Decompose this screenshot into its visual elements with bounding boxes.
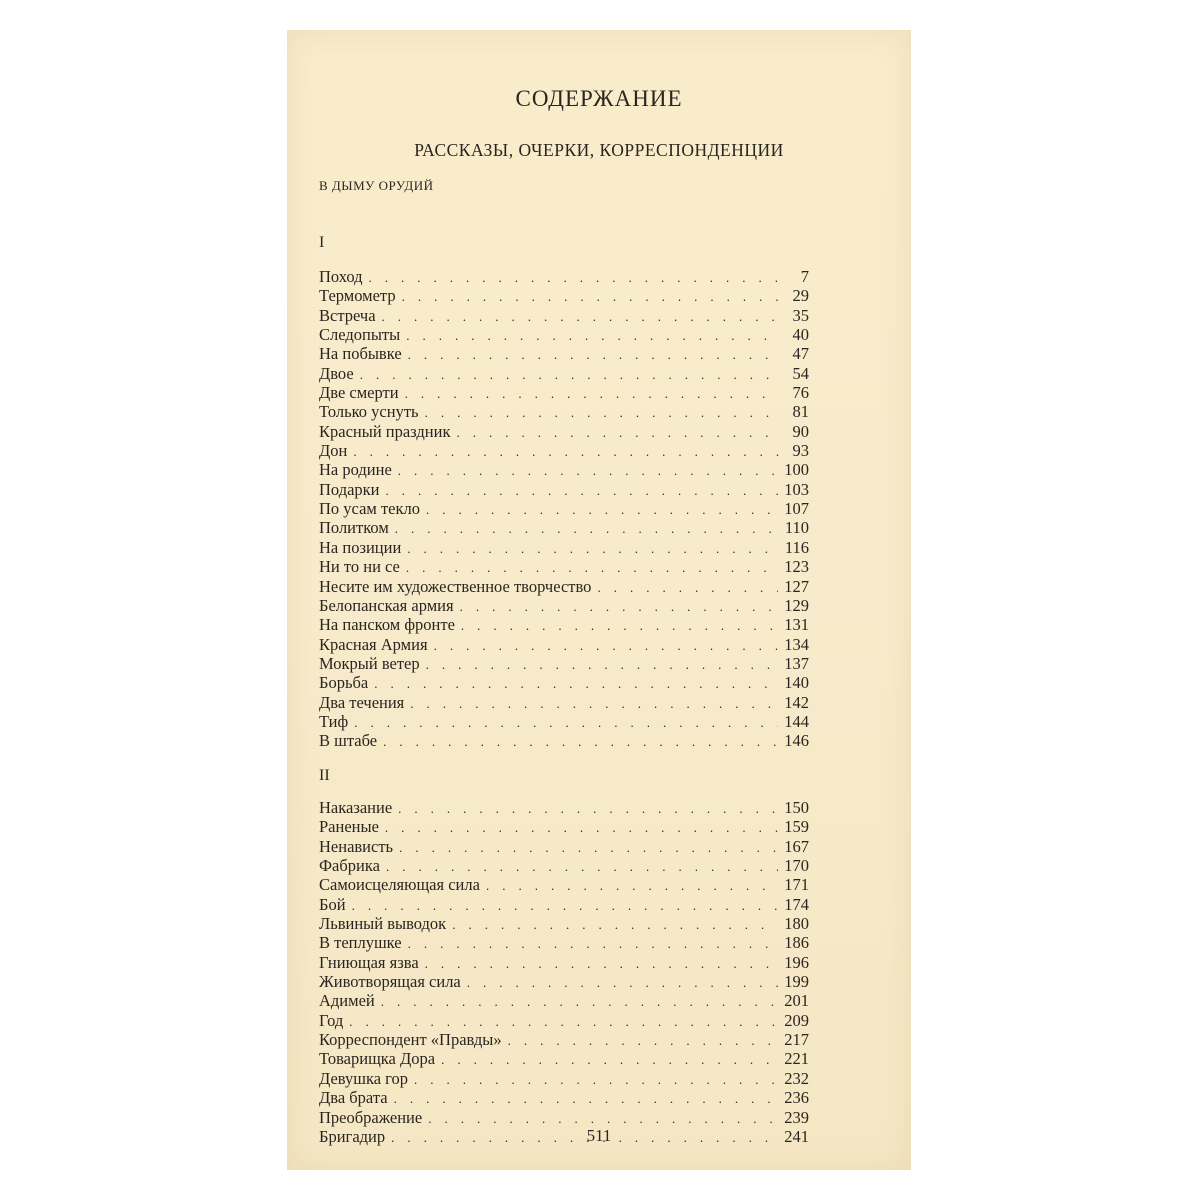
toc-leader-dots: [395, 519, 779, 537]
subsection-heading: В ДЫМУ ОРУДИЙ: [319, 178, 434, 193]
toc-leader-dots: [353, 442, 779, 460]
toc-entry: [319, 402, 809, 421]
toc-leader-dots: [398, 461, 778, 479]
toc-entry: [319, 1049, 809, 1068]
toc-entry-title: Львиный выводок: [319, 914, 447, 934]
toc-entry-title: Адимей: [319, 991, 375, 1011]
toc-entry-title: Красный праздник: [319, 421, 451, 441]
toc-entry: [319, 441, 809, 460]
toc-leader-dots: [425, 403, 779, 421]
page-title: СОДЕРЖАНИЕ: [515, 86, 683, 111]
toc-entry-page: 93: [792, 441, 809, 461]
toc-leader-dots: [402, 287, 779, 305]
toc-entry-title: Два брата: [319, 1088, 388, 1108]
toc-leader-dots: [349, 1012, 778, 1030]
part-label-2: II: [319, 767, 330, 784]
toc-entry-title: Мокрый ветер: [319, 653, 420, 673]
toc-entry-page: 167: [784, 836, 809, 856]
toc-entry-page: 232: [784, 1068, 809, 1088]
toc-entry-page: 76: [792, 383, 809, 403]
toc-entry-title: Бригадир: [319, 1126, 386, 1146]
toc-leader-dots: [398, 799, 778, 817]
toc-entry-page: 201: [784, 991, 809, 1011]
toc-leader-dots: [408, 934, 779, 952]
toc-entry-title: Два течения: [319, 692, 405, 712]
toc-entry-title: Ни то ни се: [319, 557, 400, 577]
toc-entry-page: 180: [784, 914, 809, 934]
toc-entry-page: 144: [784, 711, 809, 731]
toc-entry: [319, 557, 809, 576]
toc-entry-page: 7: [800, 267, 809, 286]
toc-entry-title: Белопанская армия: [319, 595, 454, 615]
toc-entry: [319, 422, 809, 441]
toc-entry-title: По усам текло: [319, 499, 420, 519]
toc-leader-dots: [467, 973, 778, 991]
toc-entry: [319, 460, 809, 479]
toc-entry: [319, 712, 809, 731]
toc-entry-page: 174: [784, 894, 809, 914]
toc-entry-title: Термометр: [319, 286, 396, 306]
section-heading: РАССКАЗЫ, ОЧЕРКИ, КОРРЕСПОНДЕНЦИИ: [414, 140, 784, 160]
toc-entry: [319, 325, 809, 344]
toc-leader-dots: [385, 818, 778, 836]
toc-entry-page: 29: [792, 286, 809, 306]
toc-entry-title: Гниющая язва: [319, 952, 419, 972]
toc-entry-page: 186: [784, 933, 809, 953]
toc-entry: [319, 693, 809, 712]
toc-entry-page: 170: [784, 856, 809, 876]
part-label-1: I: [319, 234, 325, 251]
toc-entry: [319, 972, 809, 991]
toc-entry: [319, 875, 809, 894]
toc-entry-title: Раненые: [319, 817, 379, 837]
toc-entry: [319, 1030, 809, 1049]
toc-entry-title: Двое: [319, 363, 354, 383]
toc-leader-dots: [352, 896, 779, 914]
toc-entry-page: 140: [784, 673, 809, 693]
toc-leader-dots: [426, 655, 779, 673]
toc-entry-page: 221: [784, 1049, 809, 1069]
toc-leader-dots: [406, 326, 779, 344]
toc-entry: [319, 344, 809, 363]
toc-entry-title: Встреча: [319, 305, 376, 325]
toc-entry-title: На побывке: [319, 344, 402, 364]
toc-entry: [319, 499, 809, 518]
toc-leader-dots: [410, 694, 778, 712]
toc-entry: [319, 817, 809, 836]
toc-entry-title: Преображение: [319, 1107, 423, 1127]
toc-entry-title: Год: [319, 1010, 344, 1030]
toc-entry-title: Товарищка Дора: [319, 1049, 436, 1069]
toc-leader-dots: [407, 539, 779, 557]
toc-entry-title: Девушка гор: [319, 1068, 409, 1088]
toc-leader-dots: [369, 268, 779, 286]
toc-entry: [319, 306, 809, 325]
toc-entry-title: Самоисцеляющая сила: [319, 875, 480, 895]
toc-entry-title: Наказание: [319, 798, 393, 817]
toc-entry-title: Две смерти: [319, 383, 399, 403]
toc-entry: [319, 654, 809, 673]
toc-leader-dots: [406, 558, 778, 576]
toc-leader-dots: [425, 954, 779, 972]
toc-leader-dots: [452, 915, 778, 933]
toc-entry-title: Несите им художественное творчество: [319, 576, 592, 596]
toc-leader-dots: [461, 616, 778, 634]
toc-entry-page: 171: [784, 875, 809, 895]
toc-entry: [319, 856, 809, 875]
toc-entry: [319, 1088, 809, 1107]
toc-entry-page: 129: [784, 595, 809, 615]
toc-entry-title: Корреспондент «Правды»: [319, 1030, 502, 1050]
toc-entry-title: Фабрика: [319, 856, 380, 876]
toc-entry-title: Поход: [319, 267, 363, 286]
toc-entry-page: 150: [784, 798, 809, 817]
toc-leader-dots: [508, 1031, 779, 1049]
toc-leader-dots: [456, 423, 779, 441]
toc-entry-title: В теплушке: [319, 933, 402, 953]
toc-entry: [319, 577, 809, 596]
toc-entry-page: 159: [784, 817, 809, 837]
toc-entry-page: 103: [784, 479, 809, 499]
toc-leader-dots: [386, 481, 779, 499]
toc-entry: [319, 731, 809, 750]
toc-entry-page: 239: [784, 1107, 809, 1127]
toc-entry-page: 196: [784, 952, 809, 972]
toc-list-part-1: [319, 267, 809, 751]
toc-entry: [319, 837, 809, 856]
toc-entry-title: В штабе: [319, 731, 378, 751]
toc-entry: [319, 1108, 809, 1127]
toc-entry-page: 110: [784, 518, 809, 538]
toc-leader-dots: [486, 876, 778, 894]
toc-entry: [319, 1069, 809, 1088]
toc-list-part-2: [319, 798, 809, 1146]
toc-leader-dots: [399, 838, 778, 856]
toc-leader-dots: [434, 636, 779, 654]
toc-entry-page: 54: [792, 363, 809, 383]
toc-entry: [319, 895, 809, 914]
toc-entry: [319, 798, 809, 817]
toc-entry: [319, 914, 809, 933]
toc-leader-dots: [597, 578, 778, 596]
toc-entry: [319, 538, 809, 557]
toc-leader-dots: [414, 1070, 778, 1088]
toc-leader-dots: [383, 732, 778, 750]
toc-leader-dots: [360, 365, 779, 383]
toc-entry-page: 131: [784, 615, 809, 635]
toc-entry-page: 40: [792, 325, 809, 345]
toc-entry: [319, 635, 809, 654]
toc-leader-dots: [405, 384, 779, 402]
toc-entry-page: 217: [784, 1030, 809, 1050]
toc-entry-title: Политком: [319, 518, 389, 538]
toc-leader-dots: [428, 1109, 778, 1127]
toc-entry: [319, 286, 809, 305]
toc-entry-page: 107: [784, 499, 809, 519]
toc-entry-title: На позиции: [319, 537, 402, 557]
toc-entry: [319, 1011, 809, 1030]
toc-entry: [319, 267, 809, 286]
toc-entry: [319, 480, 809, 499]
toc-entry-page: 116: [784, 537, 809, 557]
toc-entry-page: 35: [792, 305, 809, 325]
toc-entry-page: 199: [784, 972, 809, 992]
toc-leader-dots: [394, 1089, 779, 1107]
toc-leader-dots: [426, 500, 778, 518]
toc-entry: [319, 596, 809, 615]
toc-entry-title: Красная Армия: [319, 634, 428, 654]
toc-entry: [319, 933, 809, 952]
toc-entry-page: 81: [792, 402, 809, 422]
toc-entry-page: 236: [784, 1088, 809, 1108]
toc-entry-title: Бой: [319, 894, 346, 914]
toc-entry-title: Животворящая сила: [319, 972, 461, 992]
toc-leader-dots: [408, 345, 779, 363]
toc-entry-title: Ненависть: [319, 836, 394, 856]
page-number: 511: [586, 1126, 612, 1145]
toc-leader-dots: [374, 674, 778, 692]
toc-entry-page: 241: [784, 1126, 809, 1146]
toc-entry-title: Борьба: [319, 673, 369, 693]
toc-leader-dots: [460, 597, 779, 615]
toc-entry-page: 146: [784, 731, 809, 751]
toc-entry-page: 123: [784, 557, 809, 577]
toc-leader-dots: [354, 713, 778, 731]
toc-entry-title: Следопыты: [319, 325, 401, 345]
toc-entry-title: Подарки: [319, 479, 380, 499]
toc-entry-title: Тиф: [319, 711, 349, 731]
toc-entry-title: На панском фронте: [319, 615, 455, 635]
toc-entry: [319, 673, 809, 692]
toc-entry: [319, 953, 809, 972]
toc-entry-title: Дон: [319, 441, 348, 461]
toc-entry: [319, 518, 809, 537]
toc-entry-page: 134: [784, 634, 809, 654]
toc-entry: [319, 383, 809, 402]
toc-leader-dots: [381, 992, 779, 1010]
toc-entry: [319, 615, 809, 634]
book-page: [287, 30, 911, 1170]
toc-entry: [319, 364, 809, 383]
toc-entry: [319, 991, 809, 1010]
toc-leader-dots: [382, 307, 779, 325]
toc-entry-page: 100: [784, 460, 809, 480]
toc-entry-page: 209: [784, 1010, 809, 1030]
toc-entry-page: 137: [784, 653, 809, 673]
toc-entry-page: 142: [784, 692, 809, 712]
toc-leader-dots: [441, 1050, 778, 1068]
toc-entry-page: 127: [784, 576, 809, 596]
toc-entry-page: 47: [792, 344, 809, 364]
toc-entry-title: На родине: [319, 460, 392, 480]
toc-entry-title: Только уснуть: [319, 402, 419, 422]
toc-leader-dots: [386, 857, 778, 875]
toc-entry-page: 90: [792, 421, 809, 441]
